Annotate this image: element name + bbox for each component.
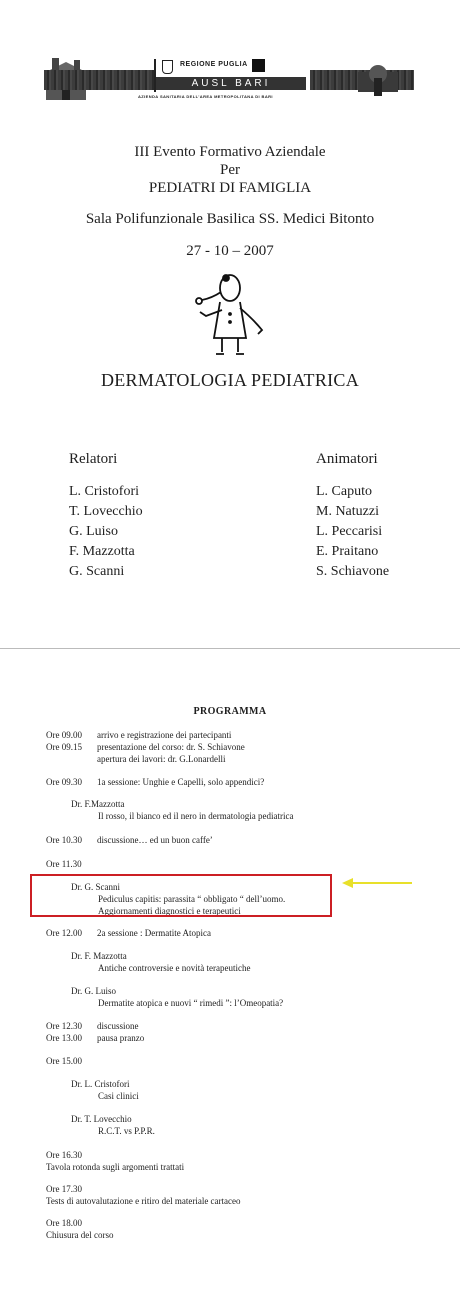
sculpture-illustration-icon xyxy=(358,60,398,98)
animatori-list xyxy=(316,482,389,582)
animatore-name: E. Praitano xyxy=(316,544,379,559)
schedule-text: pausa pranzo xyxy=(97,1033,145,1043)
relatori-heading: Relatori xyxy=(69,451,118,467)
schedule-topic: Antiche controversie e novità terapeutiche xyxy=(98,963,251,973)
schedule-time: Ore 09.30 xyxy=(46,777,82,787)
schedule-text: 2a sessione : Dermatite Atopica xyxy=(97,928,211,938)
relatore-name: G. Luiso xyxy=(69,524,118,539)
arrow-left-icon xyxy=(342,878,414,888)
region-crest-icon xyxy=(162,60,173,74)
event-venue: Sala Polifunzionale Basilica SS. Medici Bitonto xyxy=(85,211,375,227)
schedule-text: arrivo e registrazione dei partecipanti xyxy=(97,730,232,740)
schedule-topic: R.C.T. vs P.P.R. xyxy=(98,1126,155,1136)
header-banner xyxy=(44,56,414,106)
schedule-text: apertura dei lavori: dr. G.Lonardelli xyxy=(97,754,226,764)
schedule-text: Chiusura del corso xyxy=(46,1230,114,1240)
schedule-time: Ore 11.30 xyxy=(46,859,82,869)
event-line-1: III Evento Formativo Aziendale xyxy=(134,144,326,160)
schedule-time: Ore 10.30 xyxy=(46,835,82,845)
animatore-name: S. Schiavone xyxy=(316,564,390,579)
schedule-text: presentazione del corso: dr. S. Schiavone xyxy=(97,742,245,752)
schedule-time: Ore 09.15 xyxy=(46,742,82,752)
black-square-icon xyxy=(252,59,265,72)
animatori-heading: Animatori xyxy=(316,451,378,467)
schedule-text: Tavola rotonda sugli argomenti trattati xyxy=(46,1162,185,1172)
schedule-topic: Aggiornamenti diagnostici e terapeutici xyxy=(98,906,241,916)
schedule-speaker: Dr. T. Lovecchio xyxy=(71,1114,132,1124)
region-name: REGIONE PUGLIA xyxy=(180,61,248,68)
relatore-name: G. Scanni xyxy=(69,564,125,579)
schedule-time: Ore 17.30 xyxy=(46,1184,82,1194)
org-subtitle: AZIENDA SANITARIA DELL'AREA METROPOLITANA DI BARI xyxy=(138,94,273,99)
schedule-time: Ore 18.00 xyxy=(46,1218,82,1228)
event-title: DERMATOLOGIA PEDIATRICA xyxy=(100,370,360,390)
page-separator xyxy=(0,648,460,649)
schedule-time: Ore 12.00 xyxy=(46,928,82,938)
animatore-name: L. Peccarisi xyxy=(316,524,383,539)
event-line-2: Per xyxy=(220,162,240,178)
schedule-topic: Pediculus capitis: parassita “ obbligato “ dell’uomo. xyxy=(98,894,286,904)
schedule-speaker: Dr. L. Cristofori xyxy=(71,1079,130,1089)
schedule-time: Ore 09.00 xyxy=(46,730,82,740)
schedule-speaker: Dr. G. Luiso xyxy=(71,986,116,996)
schedule-text: Tests di autovalutazione e ritiro del materiale cartaceo xyxy=(46,1196,241,1206)
schedule-time: Ore 13.00 xyxy=(46,1033,82,1043)
schedule-topic: Il rosso, il bianco ed il nero in dermatologia pediatrica xyxy=(98,811,294,821)
doctor-cartoon-icon xyxy=(188,268,272,356)
schedule-topic: Casi clinici xyxy=(98,1091,139,1101)
schedule-speaker: Dr. F.Mazzotta xyxy=(71,799,125,809)
org-name: AUSL BARI xyxy=(156,77,306,90)
schedule-speaker: Dr. G. Scanni xyxy=(71,882,120,892)
schedule-time: Ore 12.30 xyxy=(46,1021,82,1031)
schedule-time: Ore 16.30 xyxy=(46,1150,82,1160)
highlight-box xyxy=(30,874,332,917)
relatore-name: T. Lovecchio xyxy=(69,504,143,519)
schedule-topic: Dermatite atopica e nuovi “ rimedi ”: l’Omeopatia? xyxy=(98,998,284,1008)
schedule-text: discussione xyxy=(97,1021,139,1031)
relatori-list xyxy=(69,482,143,582)
relatore-name: L. Cristofori xyxy=(69,484,139,499)
animatore-name: M. Natuzzi xyxy=(316,504,379,519)
event-date: 27 - 10 – 2007 xyxy=(186,243,274,259)
schedule-time: Ore 15.00 xyxy=(46,1056,82,1066)
schedule-text: discussione… ed un buon caffe’ xyxy=(97,835,213,845)
programma-title: PROGRAMMA xyxy=(193,706,267,717)
schedule-speaker: Dr. F. Mazzotta xyxy=(71,951,127,961)
event-line-3: PEDIATRI DI FAMIGLIA xyxy=(148,180,312,196)
schedule-text: 1a sessione: Unghie e Capelli, solo appendici? xyxy=(97,777,265,787)
animatore-name: L. Caputo xyxy=(316,484,372,499)
relatore-name: F. Mazzotta xyxy=(69,544,135,559)
